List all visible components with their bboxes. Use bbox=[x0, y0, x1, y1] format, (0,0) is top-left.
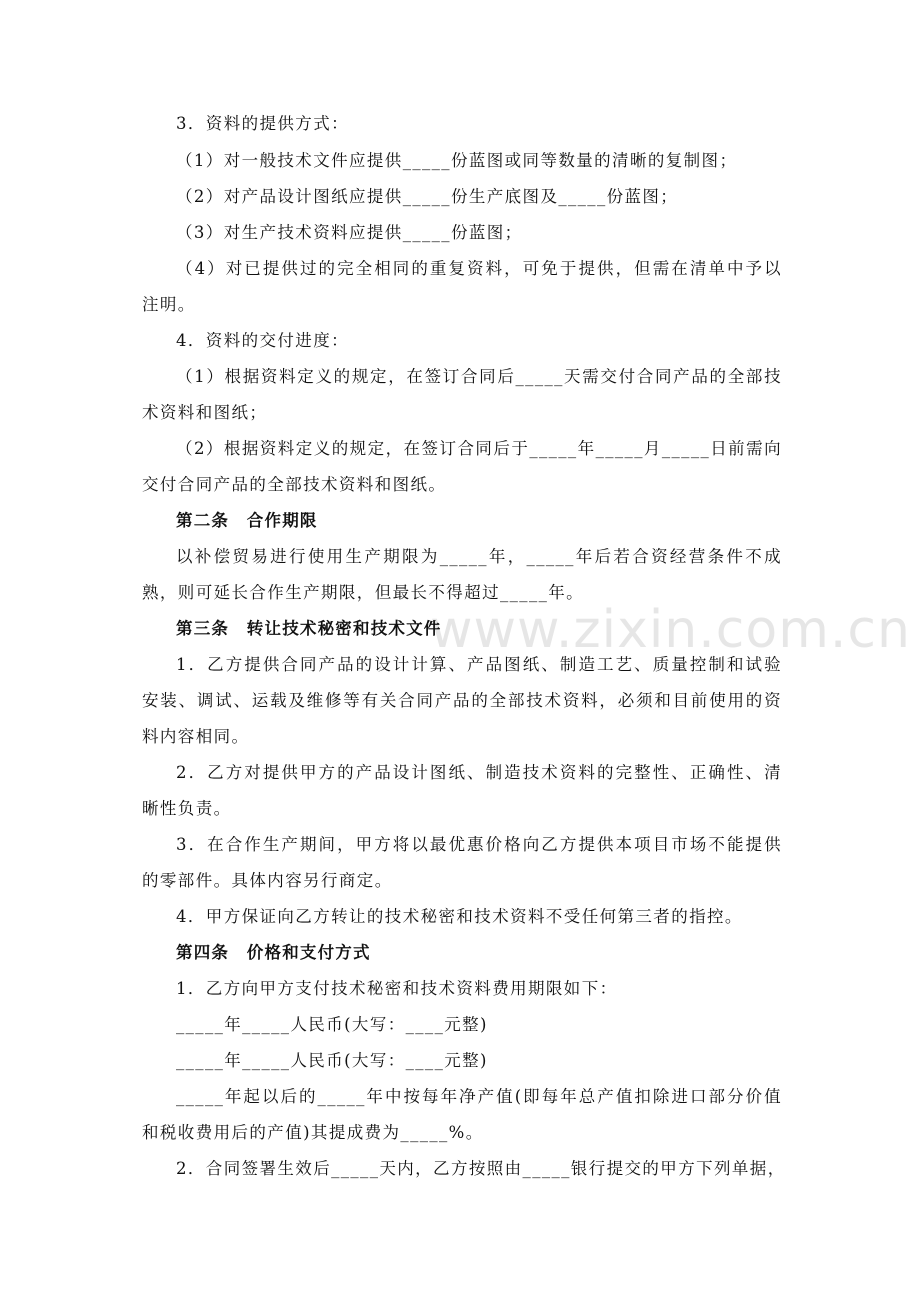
article-2-body-cont: 熟，则可延长合作生产期限，但最长不得超过_____年。 bbox=[142, 583, 585, 602]
clause-4-item-2-cont: 交付合同产品的全部技术资料和图纸。 bbox=[142, 475, 447, 494]
article-3-item-1-cont-1: 安装、调试、运载及维修等有关合同产品的全部技术资料，必须和目前使用的资 bbox=[142, 691, 782, 710]
payment-line-3-cont: 和税收费用后的产值)其提成费为_____%。 bbox=[142, 1123, 484, 1142]
clause-3-item-2: （2）对产品设计图纸应提供_____份生产底图及_____份蓝图； bbox=[176, 187, 679, 206]
clause-3-item-1: （1）对一般技术文件应提供_____份蓝图或同等数量的清晰的复制图； bbox=[176, 151, 738, 170]
article-4-item-1: 1．乙方向甲方支付技术秘密和技术资料费用期限如下： bbox=[176, 979, 618, 998]
clause-4-item-1-cont: 术资料和图纸； bbox=[142, 403, 268, 422]
payment-line-2: _____年_____人民币(大写：____元整) bbox=[176, 1051, 488, 1070]
clause-4-item-1: （1）根据资料定义的规定，在签订合同后_____天需交付合同产品的全部技 bbox=[176, 367, 782, 386]
clause-4-item-2: （2）根据资料定义的规定，在签订合同后于_____年_____月_____日前需向 bbox=[176, 439, 782, 458]
article-3-item-2: 2．乙方对提供甲方的产品设计图纸、制造技术资料的完整性、正确性、清 bbox=[176, 763, 782, 782]
article-2-body: 以补偿贸易进行使用生产期限为_____年，_____年后若合资经营条件不成 bbox=[176, 547, 782, 566]
payment-line-1: _____年_____人民币(大写：____元整) bbox=[176, 1015, 488, 1034]
article-3-item-1: 1．乙方提供合同产品的设计计算、产品图纸、制造工艺、质量控制和试验 bbox=[176, 655, 782, 674]
article-2-heading: 第二条 合作期限 bbox=[176, 511, 318, 530]
article-3-item-1-cont-2: 料内容相同。 bbox=[142, 727, 250, 746]
article-4-item-2: 2．合同签署生效后_____天内，乙方按照由_____银行提交的甲方下列单据， bbox=[176, 1159, 786, 1178]
clause-3-title: 3．资料的提供方式： bbox=[176, 114, 349, 133]
article-3-heading: 第三条 转让技术秘密和技术文件 bbox=[176, 619, 442, 638]
article-3-item-3: 3．在合作生产期间，甲方将以最优惠价格向乙方提供本项目市场不能提供 bbox=[176, 835, 782, 854]
clause-3-item-4-cont: 注明。 bbox=[142, 295, 196, 314]
payment-line-3: _____年起以后的_____年中按每年净产值(即每年总产值扣除进口部分价值 bbox=[176, 1087, 782, 1106]
clause-3-item-3: （3）对生产技术资料应提供_____份蓝图； bbox=[176, 223, 523, 242]
article-4-heading: 第四条 价格和支付方式 bbox=[176, 943, 371, 962]
clause-3-item-4: （4）对已提供过的完全相同的重复资料，可免于提供，但需在清单中予以 bbox=[176, 259, 782, 278]
article-3-item-3-cont: 的零部件。具体内容另行商定。 bbox=[142, 871, 393, 890]
watermark-text: www.zixin.com.cn bbox=[430, 600, 911, 660]
article-3-item-2-cont: 晰性负责。 bbox=[142, 799, 232, 818]
article-3-item-4: 4．甲方保证向乙方转让的技术秘密和技术资料不受任何第三者的指控。 bbox=[176, 907, 743, 926]
clause-4-title: 4．资料的交付进度： bbox=[176, 331, 349, 350]
